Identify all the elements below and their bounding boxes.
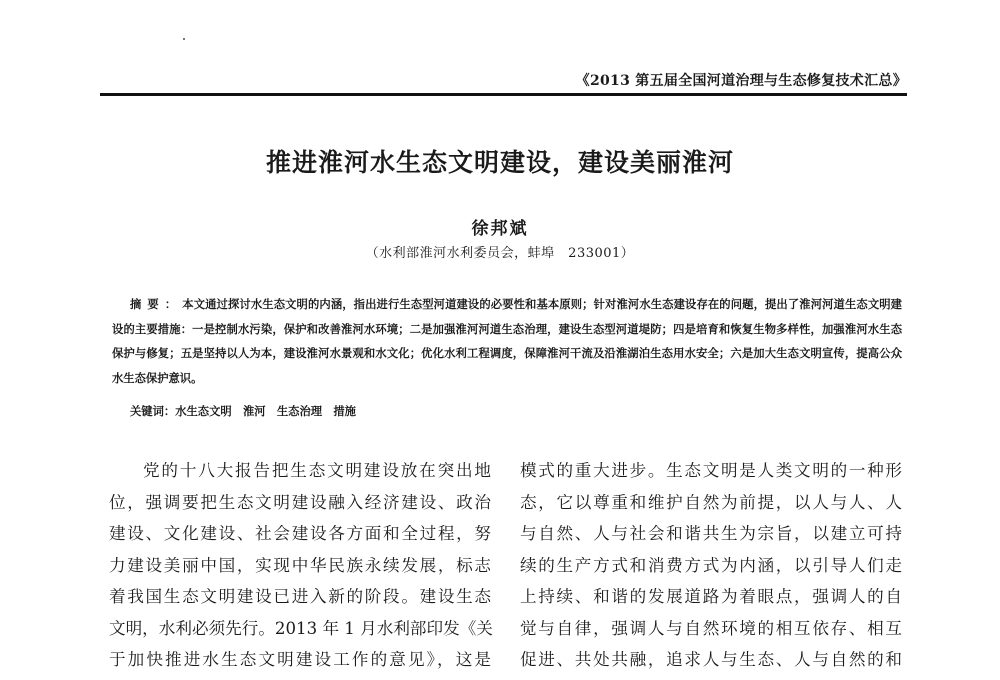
- body-line: 续的生产方式和消费方式为内涵，以引导人们走: [520, 555, 902, 575]
- running-header: 《2013 第五届全国河道治理与生态修复技术汇总》: [575, 73, 907, 89]
- keywords-text: 水生态文明 淮河 生态治理 措施: [175, 404, 356, 418]
- body-line: 党的十八大报告把生态文明建设放在突出地: [143, 461, 491, 480]
- keywords-label: 关键词：: [130, 404, 176, 418]
- body-line: 建设、文化建设、社会建设各方面和全过程，努: [109, 524, 491, 543]
- author-name: 徐邦斌: [471, 219, 529, 239]
- body-line: 模式的重大进步。生态文明是人类文明的一种形: [520, 461, 902, 480]
- body-line: 着我国生态文明建设已进入新的阶段。建设生态: [109, 587, 491, 606]
- body-column-left: [109, 455, 491, 676]
- body-line: 文明，水利必须先行。2013 年 1 月水利部印发《关: [109, 618, 493, 638]
- article-title: 推进淮河水生态文明建设，建设美丽淮河: [265, 148, 734, 177]
- body-line: 觉与自律，强调人与自然环境的相互依存、相互: [520, 618, 902, 638]
- body-line: 态，它以尊重和维护自然为前提，以人与人、人: [520, 492, 902, 512]
- body-line: 力建设美丽中国，实现中华民族永续发展，标志: [109, 555, 491, 575]
- body-line: 于加快推进水生态文明建设工作的意见》，这是: [109, 650, 491, 669]
- body-line: 促进、共处共融，追求人与生态、人与自然的和: [520, 650, 902, 669]
- abstract: [112, 292, 902, 390]
- header-rule: [100, 93, 907, 96]
- scan-speck: [183, 38, 185, 40]
- abstract-label: 摘要：: [130, 297, 183, 311]
- body-line: 位，强调要把生态文明建设融入经济建设、政治: [109, 492, 491, 512]
- body-line: 与自然、人与社会和谐共生为宗旨，以建立可持: [520, 524, 902, 543]
- author-affiliation: （水利部淮河水利委员会，蚌埠 233001）: [365, 246, 635, 261]
- body-line: 上持续、和谐的发展道路为着眼点，强调人的自: [520, 587, 902, 606]
- body-column-right: [520, 455, 902, 676]
- keywords: [130, 403, 356, 419]
- abstract-text: 本文通过探讨水生态文明的内涵，指出进行生态型河道建设的必要性和基本原则；针对淮河水生态建设存在的问题，提出了淮河河道生态文明建设的主要措施：一是控制水污染，保护和改善淮河水环境；二是加强淮河河道生态治理，建设生态型河道堤防；四是培育和恢复生物多样性，加强淮河水生态保护与修复；五是坚持以人为本，建设淮河水景观和水文化；优化水利工程调度，保障淮河干流及沿淮湖泊生态用水安全；六是加大生态文明宣传，提高公众水生态保护意识。: [112, 297, 902, 385]
